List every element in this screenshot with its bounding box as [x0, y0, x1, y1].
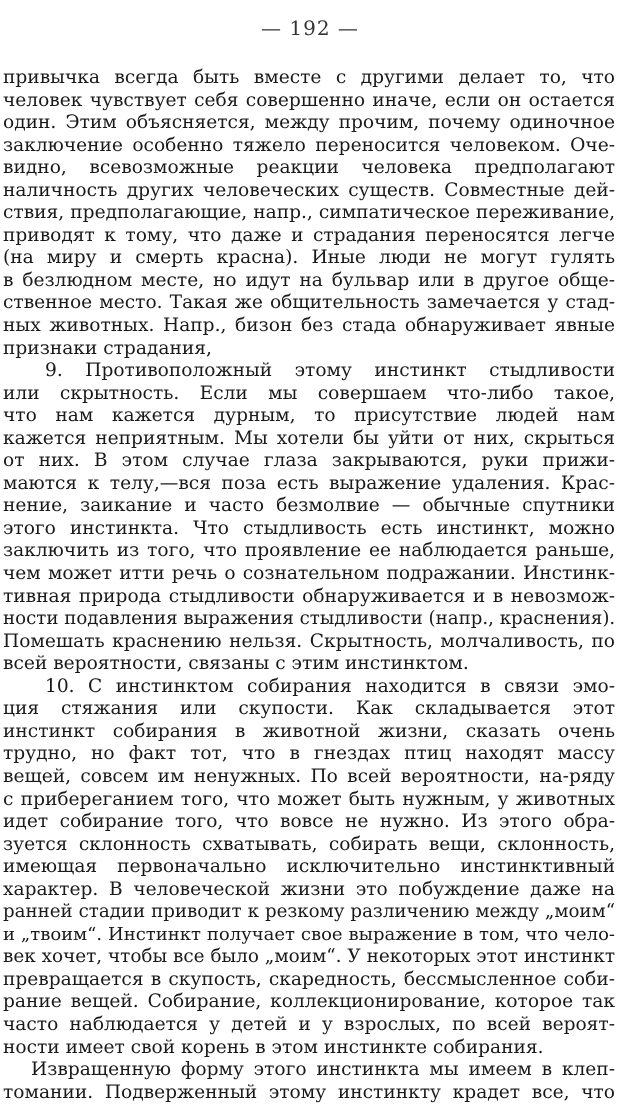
- text-line: в безлюдном месте, но идут на бульвар или в другое обще-: [3, 269, 615, 291]
- text-line: тивная природа стыдливости обнаруживается и в невозмож-: [3, 585, 615, 607]
- text-line: от них. В этом случае глаза закрываются, руки прижи-: [3, 450, 615, 472]
- text-line: человек чувствует себя совершенно иначе, если он остается: [3, 89, 615, 111]
- text-line: вещей, совсем им ненужных. По всей вероятности, на-ряду: [3, 765, 615, 787]
- text-line: заключение особенно тяжело переносится человеком. Оче-: [3, 134, 615, 156]
- text-line: Извращенную форму этого инстинкта мы имеем в клеп-: [31, 1059, 615, 1081]
- text-line: один. Этим объясняется, между прочим, почему одиночное: [3, 112, 615, 134]
- text-line: приводят к тому, что даже и страдания переносятся легче: [3, 224, 615, 246]
- text-line: нение, заикание и часто безмолвие — обычные спутники: [3, 495, 615, 517]
- text-line: кажется неприятным. Мы хотели бы уйти от них, скрыться: [3, 427, 615, 449]
- text-line: характер. В человеческой жизни это побуждение даже на: [3, 878, 615, 900]
- text-line: зуется склонность схватывать, собирать вещи, склонность,: [3, 833, 615, 855]
- text-line: ности имеет свой корень в этом инстинкте собирания.: [3, 1036, 544, 1058]
- text-line: инстинкт собирания в животной жизни, сказать очень: [3, 720, 615, 742]
- body-text: [3, 67, 615, 1104]
- text-line: ности подавления выражения стыдливости (напр., краснения).: [3, 608, 616, 630]
- text-line: чем может итти речь о сознательном подражании. Инстинк-: [3, 563, 615, 585]
- text-line: наличность других человеческих существ. Совместные дей-: [3, 179, 615, 201]
- text-line: признаки страдания,: [3, 337, 212, 359]
- text-line: и „твоим“. Инстинкт получает свое выражение в том, что чело-: [3, 923, 615, 945]
- page-number: — 192 —: [261, 16, 359, 40]
- text-line: ственное место. Такая же общительность замечается у стад-: [3, 292, 615, 314]
- text-line: 9. Противоположный этому инстинкт стыдливости: [45, 360, 615, 382]
- text-line: часто наблюдается у детей и у взрослых, по всей вероят-: [3, 1013, 615, 1035]
- text-line: этого инстинкта. Что стыдливость есть инстинкт, можно: [3, 517, 615, 539]
- text-line: маются к телу,—вся поза есть выражение удаления. Крас-: [3, 472, 615, 494]
- text-line: превращается в скупость, скаредность, бессмысленное соби-: [3, 968, 615, 990]
- text-line: рание вещей. Собирание, коллекционирование, которое так: [3, 991, 615, 1013]
- text-line: 10. С инстинктом собирания находится в связи эмо-: [45, 675, 615, 697]
- text-line: ранней стадии приводит к резкому различению между „моим“: [3, 901, 615, 923]
- text-line: идет собирание того, что вовсе не нужно. Из этого обра-: [3, 811, 615, 833]
- text-line: или скрытность. Если мы совершаем что-либо такое,: [3, 382, 615, 404]
- text-line: всей вероятности, связаны с этим инстинктом.: [3, 653, 469, 675]
- text-line: имеющая первоначально исключительно инстинктивный: [3, 856, 615, 878]
- text-line: заключить из того, что проявление ее наблюдается раньше,: [3, 540, 615, 562]
- text-line: ция стяжания или скупости. Как складывается этот: [3, 698, 615, 720]
- text-line: что нам кажется дурным, то присутствие людей нам: [3, 405, 615, 427]
- text-line: (на миру и смерть красна). Иные люди не могут гулять: [3, 247, 615, 269]
- text-line: ствия, предполагающие, напр., симпатическое переживание,: [3, 202, 615, 224]
- text-line: томании. Подверженный этому инстинкту крадет все, что: [3, 1081, 615, 1103]
- text-line: привычка всегда быть вместе с другими делает то, что: [3, 67, 615, 88]
- text-line: трудно, но факт тот, что в гнездах птиц находят массу: [3, 743, 615, 765]
- text-line: ных животных. Напр., бизон без стада обнаруживает явные: [3, 315, 615, 337]
- text-line: видно, всевозможные реакции человека предполагают: [3, 157, 615, 179]
- text-line: век хочет, чтобы все было „моим“. У некоторых этот инстинкт: [3, 946, 615, 968]
- text-line: с прибереганием того, что может быть нужным, у животных: [3, 788, 615, 810]
- text-line: Помешать краснению нельзя. Скрытность, молчаливость, по: [3, 630, 615, 652]
